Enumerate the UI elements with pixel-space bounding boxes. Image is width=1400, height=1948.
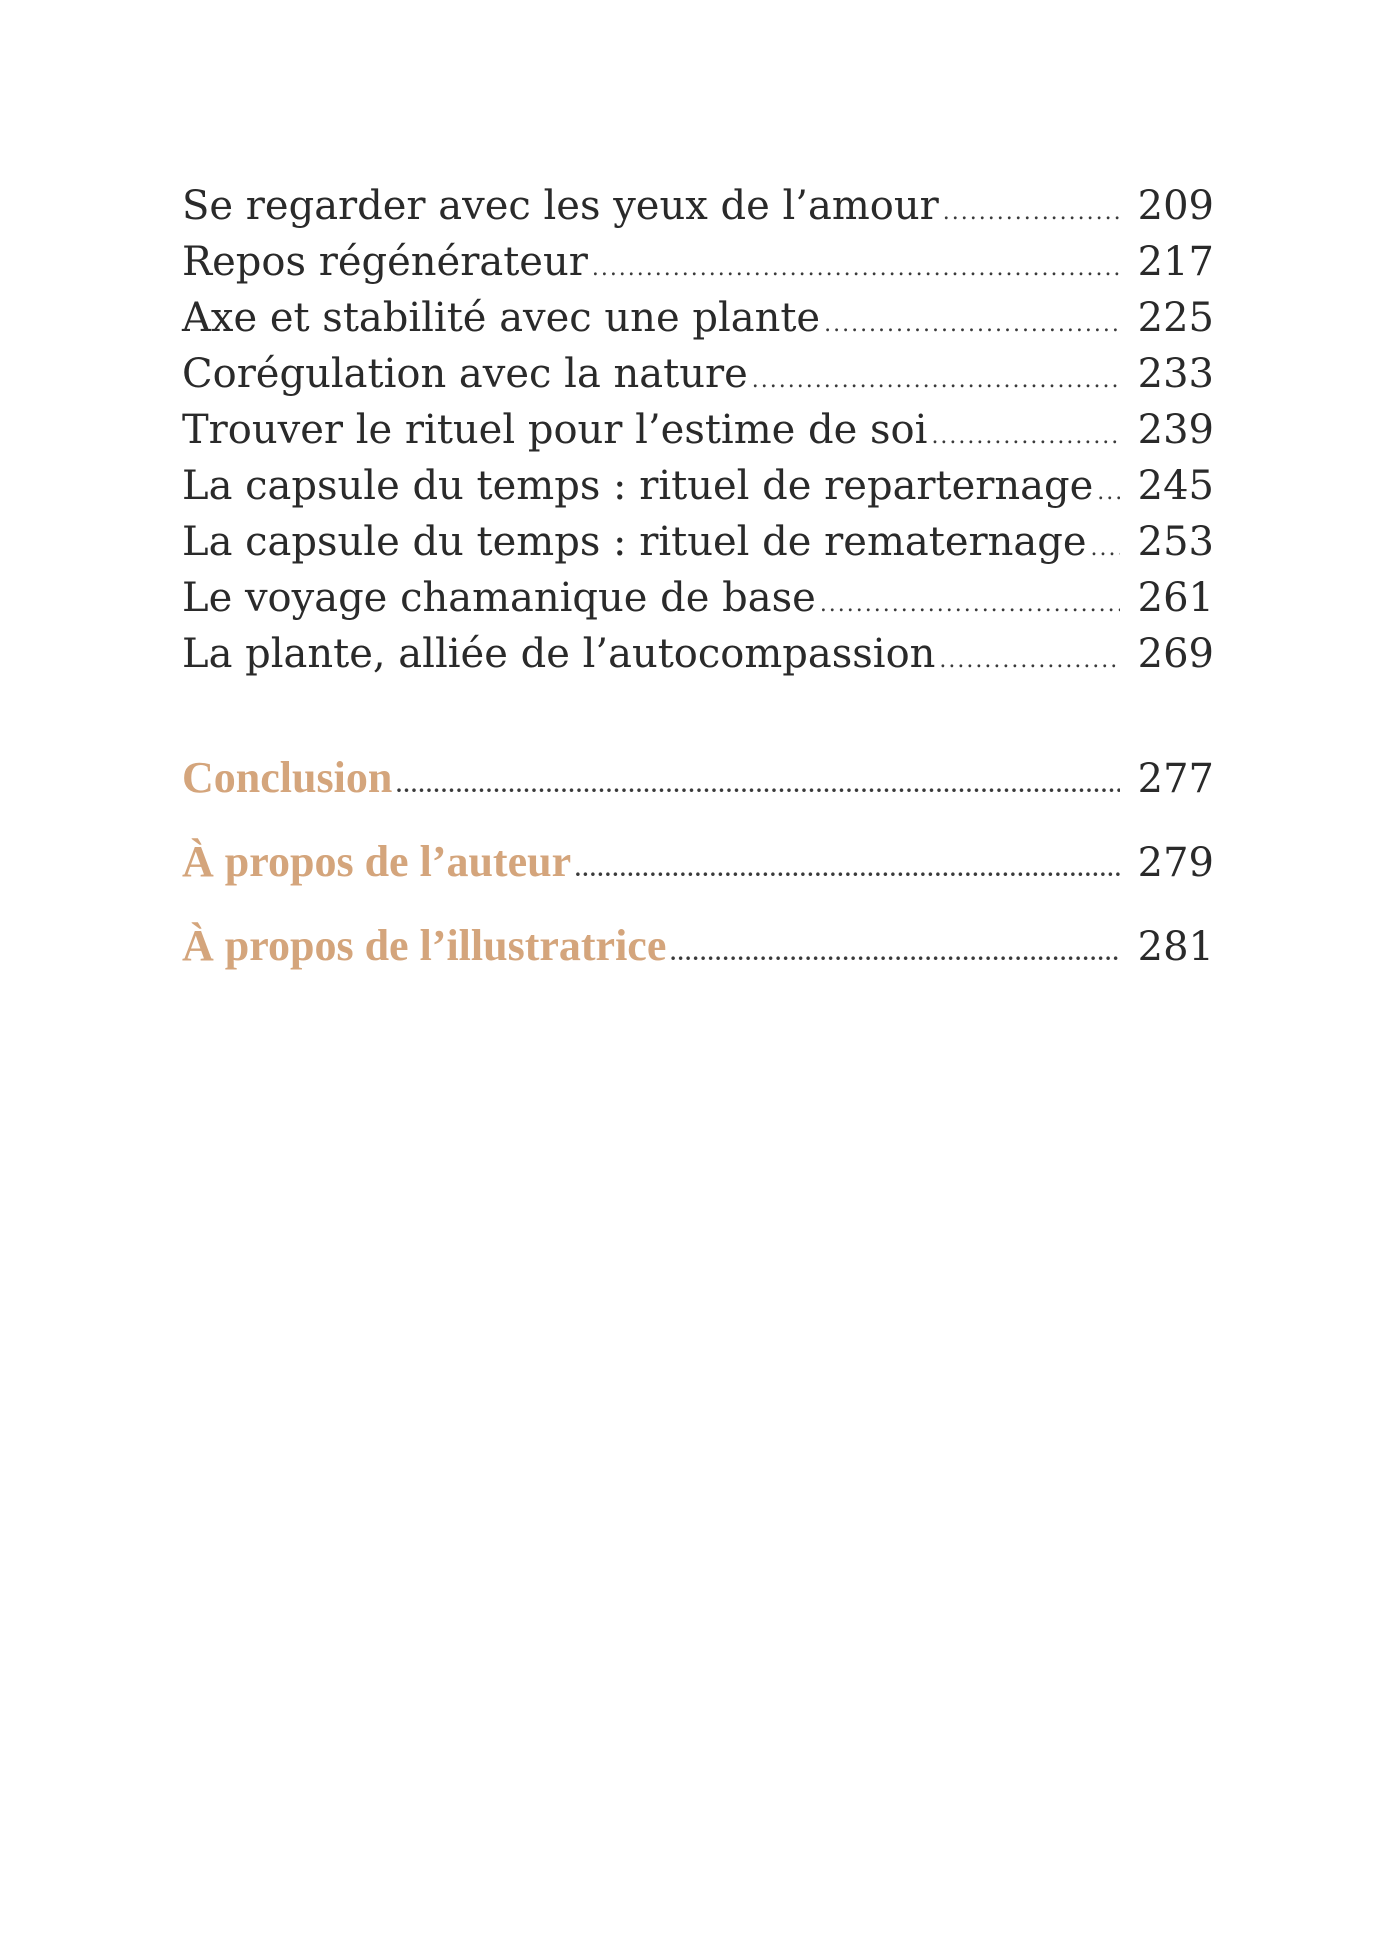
toc-section-page: 277 (1137, 756, 1214, 802)
dot-leader (396, 743, 1120, 827)
toc-section-title: À propos de l’auteur (182, 837, 572, 886)
toc-entry-page: 253 (1137, 519, 1214, 565)
dot-leader (820, 577, 1120, 633)
dot-leader (931, 409, 1120, 465)
dot-leader (1097, 465, 1120, 521)
section-spacer (182, 682, 1214, 736)
toc-section-about-illustrator[interactable] (182, 904, 1214, 988)
toc-entry-page: 239 (1137, 407, 1214, 453)
toc-entry-page: 217 (1137, 239, 1214, 285)
toc-entry-page: 269 (1137, 631, 1214, 677)
dot-leader (824, 297, 1120, 353)
toc-section-about-author[interactable] (182, 820, 1214, 904)
toc-entry-page: 245 (1137, 463, 1214, 509)
toc-entry-title: La capsule du temps : rituel de reparternage (182, 463, 1094, 509)
toc-entry[interactable] (182, 234, 1214, 290)
dot-leader (752, 353, 1120, 409)
toc-section-page: 279 (1137, 840, 1214, 886)
dot-leader (939, 633, 1120, 689)
toc-entry[interactable] (182, 346, 1214, 402)
toc-entry-page: 209 (1137, 183, 1214, 229)
toc-entry-page: 225 (1137, 295, 1214, 341)
toc-entry-title: La capsule du temps : rituel de rematernage (182, 519, 1087, 565)
dot-leader (1091, 521, 1121, 577)
dot-leader (592, 241, 1120, 297)
toc-section-conclusion[interactable] (182, 736, 1214, 820)
toc-entry-title: La plante, alliée de l’autocompassion (182, 631, 936, 677)
toc-entry-title: Axe et stabilité avec une plante (182, 295, 821, 341)
toc-section-page: 281 (1137, 924, 1214, 970)
toc-entry[interactable] (182, 514, 1214, 570)
toc-entry-title: Le voyage chamanique de base (182, 575, 816, 621)
toc-entry-page: 233 (1137, 351, 1214, 397)
toc-entry[interactable] (182, 626, 1214, 682)
toc-section-title: Conclusion (182, 753, 393, 802)
toc-entry[interactable] (182, 458, 1214, 514)
toc-entry[interactable] (182, 178, 1214, 234)
toc-entry-title: Repos régénérateur (182, 239, 588, 285)
toc-entry-title: Trouver le rituel pour l’estime de soi (182, 407, 928, 453)
dot-leader (575, 827, 1120, 911)
dot-leader (670, 911, 1120, 995)
toc-entry[interactable] (182, 290, 1214, 346)
dot-leader (943, 185, 1120, 241)
toc-entry-page: 261 (1137, 575, 1214, 621)
toc-section-title: À propos de l’illustratrice (182, 921, 667, 970)
table-of-contents (182, 178, 1214, 988)
toc-entry-title: Corégulation avec la nature (182, 351, 748, 397)
toc-entry-title: Se regarder avec les yeux de l’amour (182, 183, 939, 229)
toc-entry[interactable] (182, 570, 1214, 626)
toc-entry[interactable] (182, 402, 1214, 458)
